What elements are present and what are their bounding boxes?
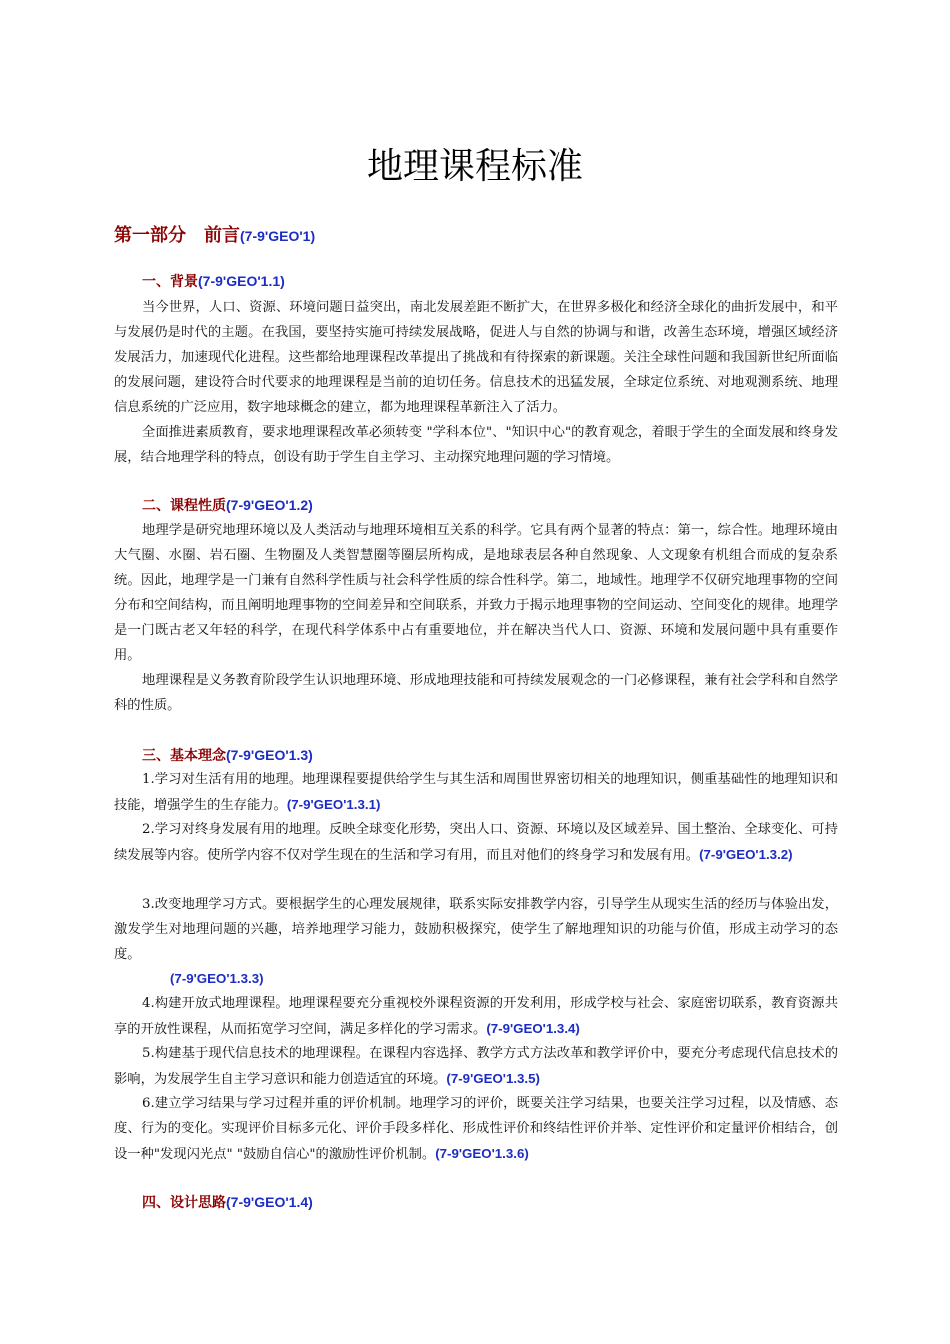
concept-text: 2.学习对终身发展有用的地理。反映全球变化形势，突出人口、资源、环境以及区域差异、国土整治、全球变化、可持续发展等内容。使所学内容不仅对学生现在的生活和学习有用，而且对他们的终身学习和发展有用。: [114, 822, 838, 863]
concept-code: (7-9'GEO'1.3.5): [446, 1071, 540, 1086]
concept-code: (7-9'GEO'1.3.4): [486, 1021, 580, 1036]
section-heading-nature: [142, 492, 313, 519]
section-code: (7-9'GEO'1.2): [226, 497, 313, 513]
concept-code: (7-9'GEO'1.3.1): [286, 797, 381, 812]
paragraph: 全面推进素质教育，要求地理课程改革必须转变 "学科本位"、"知识中心"的教育观念，着眼于学生的全面发展和终身发展，结合地理学科的特点，创设有助于学生自主学习、主动探究地理问题的学习情境。: [114, 425, 838, 465]
concept-item-3: [114, 892, 838, 967]
concept-item-1: [114, 767, 838, 818]
section-label: 四、设计思路: [142, 1195, 226, 1211]
concept-text: 6.建立学习结果与学习过程并重的评价机制。地理学习的评价，既要关注学习结果，也要关注学习过程，以及情感、态度、行为的变化。实现评价目标多元化、评价手段多样化、形成性评价和终结性评价并举、定性评价和定量评价相结合，创设一种"发现闪光点" "鼓励自信心"的激励性评价机制。: [114, 1096, 838, 1162]
section-code: (7-9'GEO'1.4): [226, 1194, 313, 1210]
section-heading-background: [142, 268, 285, 295]
concept-text: 5.构建基于现代信息技术的地理课程。在课程内容选择、教学方式方法改革和教学评价中，要充分考虑现代信息技术的影响，为发展学生自主学习意识和能力创造适宜的环境。: [114, 1046, 838, 1087]
section-code: (7-9'GEO'1.3): [226, 747, 313, 763]
concept-item-6: [114, 1091, 838, 1167]
part-code: (7-9'GEO'1): [240, 228, 316, 244]
section-label: 一、背景: [142, 274, 198, 290]
concept-item-2: [114, 817, 838, 868]
section-label: 三、基本理念: [142, 748, 226, 764]
section-heading-concepts: [142, 742, 313, 769]
concept-code: (7-9'GEO'1.3.3): [170, 971, 264, 986]
concept-text: 3.改变地理学习方式。要根据学生的心理发展规律，联系实际安排教学内容，引导学生从现实生活的经历与体验出发，激发学生对地理问题的兴趣，培养地理学习能力，鼓励积极探究，使学生了解地理知识的功能与价值，形成主动学习的态度。: [114, 897, 838, 962]
concept-item-5: [114, 1041, 838, 1092]
part-heading: [114, 222, 315, 250]
part-label: 第一部分 前言: [114, 225, 240, 246]
paragraph: 地理课程是义务教育阶段学生认识地理环境、形成地理技能和可持续发展观念的一门必修课程，兼有社会学科和自然学科的性质。: [114, 673, 838, 713]
paragraph: 当今世界，人口、资源、环境问题日益突出，南北发展差距不断扩大，在世界多极化和经济全球化的曲折发展中，和平与发展仍是时代的主题。在我国，要坚持实施可持续发展战略，促进人与自然的协调与和谐，改善生态环境，增强区域经济发展活力，加速现代化进程。这些都给地理课程改革提出了挑战和有待探索的新课题。关注全球性问题和我国新世纪所面临的发展问题，建设符合时代要求的地理课程是当前的迫切任务。信息技术的迅猛发展，全球定位系统、对地观测系统、地理信息系统的广泛应用，数字地球概念的建立，都为地理课程革新注入了活力。: [114, 300, 838, 415]
concept-text: 1.学习对生活有用的地理。地理课程要提供给学生与其生活和周围世界密切相关的地理知识，侧重基础性的地理知识和技能，增强学生的生存能力。: [114, 772, 838, 813]
section-heading-design: [142, 1189, 313, 1216]
concept-code: (7-9'GEO'1.3.6): [435, 1146, 529, 1161]
concept-item-3-code: [170, 966, 264, 992]
concept-text: 4.构建开放式地理课程。地理课程要充分重视校外课程资源的开发利用，形成学校与社会、家庭密切联系，教育资源共享的开放性课程，从而拓宽学习空间，满足多样化的学习需求。: [114, 996, 838, 1037]
section-label: 二、课程性质: [142, 498, 226, 514]
paragraph: 地理学是研究地理环境以及人类活动与地理环境相互关系的科学。它具有两个显著的特点：第一，综合性。地理环境由大气圈、水圈、岩石圈、生物圈及人类智慧圈等圈层所构成，是地球表层各种自然现象、人文现象有机组合而成的复杂系统。因此，地理学是一门兼有自然科学性质与社会科学性质的综合性科学。第二，地域性。地理学不仅研究地理事物的空间分布和空间结构，而且阐明地理事物的空间差异和空间联系，并致力于揭示地理事物的空间运动、空间变化的规律。地理学是一门既古老又年轻的科学，在现代科学体系中占有重要地位，并在解决当代人口、资源、环境和发展问题中具有重要作用。: [114, 523, 838, 663]
concept-code: (7-9'GEO'1.3.2): [699, 847, 793, 862]
document-title: 地理课程标准: [366, 146, 583, 187]
section-code: (7-9'GEO'1.1): [198, 273, 285, 289]
concept-item-4: [114, 991, 838, 1042]
